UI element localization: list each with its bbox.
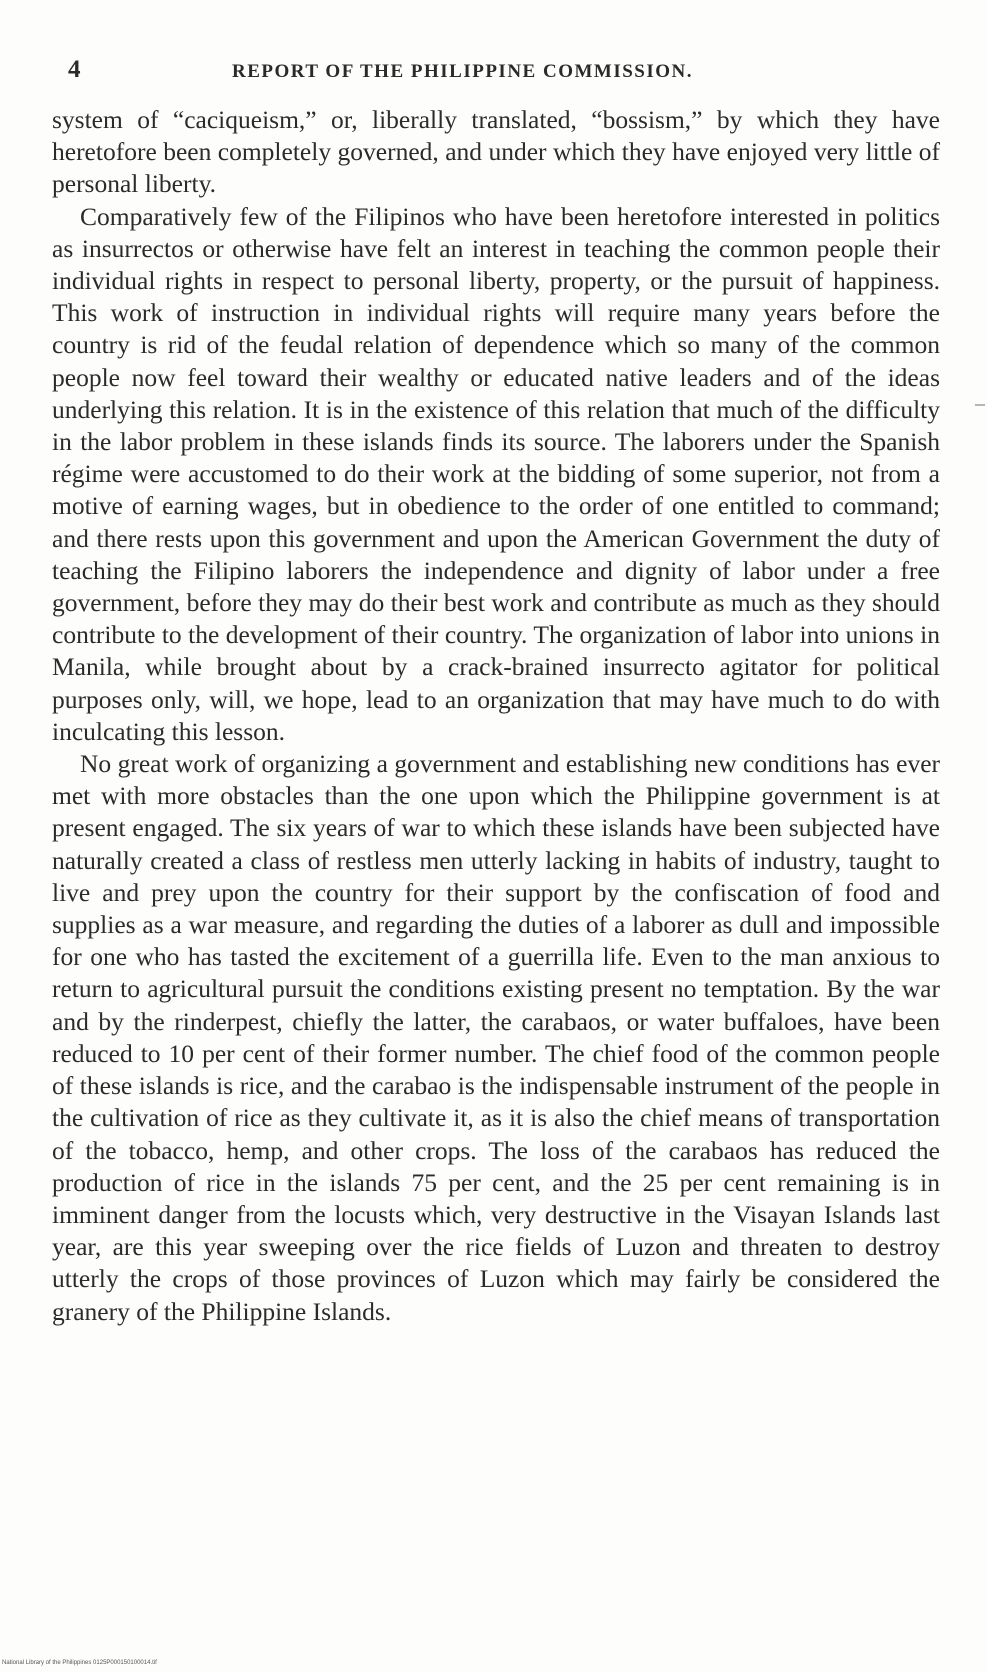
running-head: REPORT OF THE PHILIPPINE COMMISSION. <box>232 61 694 82</box>
paragraph-continuation: system of “caciqueism,” or, liberally translated, “bossism,” by which they have heretofore been completely governed, and under which they have enjoyed very little of personal liberty. <box>52 105 940 199</box>
page-header <box>68 56 918 92</box>
page-number: 4 <box>68 56 81 83</box>
paragraph-labor-relations: Comparatively few of the Filipinos who have been heretofore interested in politics as insurrectos or otherwise have felt an interest in teaching the common people their individual rights in respect to personal liberty, property, or the pursuit of happiness. This work of instruction in individual rights will require many years before the country is rid of the feudal relation of dependence which so many of the common people now feel toward their wealthy or educated native leaders and of the ideas underlying this relation. It is in the existence of this relation that much of the difficulty in the labor problem in these islands finds its source. The laborers under the Spanish régime were accustomed to do their work at the bidding of some superior, not from a motive of earning wages, but in obedience to the order of one entitled to command; and there rests upon this government and upon the American Government the duty of teaching the Filipino laborers the independence and dignity of labor under a free government, before they may do their best work and contribute as much as they should contribute to the development of their country. The organization of labor into unions in Manila, while brought about by a crack-brained insurrecto agitator for political purposes only, will, we hope, lead to an organization that may have much to do with inculcating this lesson. <box>52 201 940 746</box>
margin-mark <box>975 404 985 406</box>
scan-credit: National Library of the Philippines 0125P000150100014.tif <box>2 1660 157 1666</box>
body-text <box>52 104 940 1328</box>
paragraph-obstacles: No great work of organizing a government and establishing new conditions has ever met with more obstacles than the one upon which the Philippine government is at present engaged. The six years of war to which these islands have been subjected have naturally created a class of restless men utterly lacking in habits of industry, taught to live and prey upon the country for their support by the confiscation of food and supplies as a war measure, and regarding the duties of a laborer as dull and impossible for one who has tasted the excitement of a guerrilla life. Even to the man anxious to return to agricultural pursuit the conditions existing present no temptation. By the war and by the rinderpest, chiefly the latter, the carabaos, or water buffaloes, have been reduced to 10 per cent of their former number. The chief food of the common people of these islands is rice, and the carabao is the indispensable instrument of the people in the cultivation of rice as they cultivate it, as it is also the chief means of transportation of the tobacco, hemp, and other crops. The loss of the carabaos has reduced the production of rice in the islands 75 per cent, and the 25 per cent remaining is in imminent danger from the locusts which, very destructive in the Visayan Islands last year, are this year sweeping over the rice fields of Luzon and threaten to destroy utterly the crops of those provinces of Luzon which may fairly be considered the granery of the Philippine Islands. <box>52 749 940 1326</box>
